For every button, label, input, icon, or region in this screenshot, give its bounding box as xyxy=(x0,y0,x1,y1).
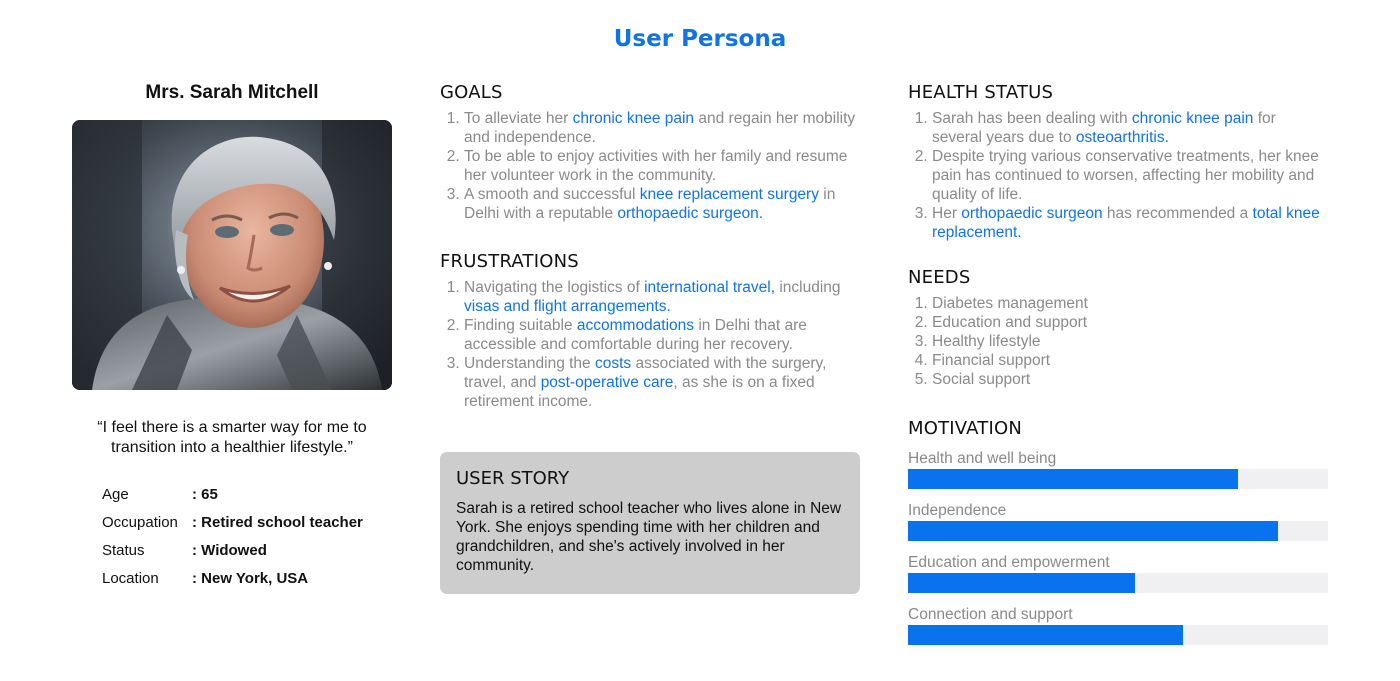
middle-column xyxy=(440,82,860,439)
motivation-label: Education and empowerment xyxy=(908,554,1110,571)
user-story-text: Sarah is a retired school teacher who lives alone in New York. She enjoys spending time with her children and grandchildren, and she's actively involved in her community. xyxy=(456,500,842,574)
persona-photo xyxy=(72,120,392,390)
goals-heading: GOALS xyxy=(440,82,503,103)
motivation-bar-fill xyxy=(908,469,1238,489)
motivation-bar-fill xyxy=(908,625,1183,645)
highlighted-term: knee replacement surgery xyxy=(639,186,819,203)
highlighted-term: osteoarthritis. xyxy=(1075,129,1169,146)
list-item xyxy=(932,147,1328,204)
list-text: To alleviate her xyxy=(464,110,573,127)
list-text: Sarah has been dealing with xyxy=(932,110,1132,127)
list-item xyxy=(464,316,860,354)
list-item xyxy=(464,278,860,316)
list-item xyxy=(464,185,860,223)
info-label: Occupation xyxy=(102,513,178,531)
highlighted-term: chronic knee pain xyxy=(1131,110,1254,127)
page-title: User Persona xyxy=(613,26,787,52)
list-text: Understanding the xyxy=(464,355,595,372)
info-value: : Widowed xyxy=(192,541,267,559)
user-story-card xyxy=(440,452,860,594)
list-text: including xyxy=(775,279,841,296)
motivation-item xyxy=(908,502,1328,550)
persona-profile xyxy=(72,80,392,592)
highlighted-term: visas and flight arrangements. xyxy=(464,298,671,315)
motivation-bar-track xyxy=(908,469,1328,489)
health-status-section xyxy=(908,82,1328,242)
list-text: for several years due to xyxy=(932,110,1276,146)
list-item: 3. Healthy lifestyle xyxy=(932,332,1328,351)
highlighted-term: international travel, xyxy=(644,279,776,296)
info-value: : Retired school teacher xyxy=(192,513,363,531)
needs-section xyxy=(908,267,1328,389)
needs-heading: NEEDS xyxy=(908,267,971,288)
list-text: has recommended a xyxy=(1102,205,1253,222)
list-text: in Delhi that are accessible and comfortable during her recovery. xyxy=(464,317,807,353)
motivation-item xyxy=(908,606,1328,654)
portrait-illustration xyxy=(72,120,392,390)
motivation-label: Health and well being xyxy=(908,450,1057,467)
user-story-heading: USER STORY xyxy=(456,468,570,489)
highlighted-term: accommodations xyxy=(576,317,695,334)
list-text: Finding suitable xyxy=(464,317,577,334)
info-label: Location xyxy=(102,569,159,587)
info-row-age xyxy=(102,480,392,508)
list-text: Navigating the logistics of xyxy=(464,279,645,296)
motivation-label: Independence xyxy=(908,502,1007,519)
health-status-heading: HEALTH STATUS xyxy=(908,82,1054,103)
list-text: To be able to enjoy activities with her family and resume her volunteer work in the community. xyxy=(464,148,848,184)
motivation-bar-track xyxy=(908,625,1328,645)
motivation-item xyxy=(908,450,1328,498)
list-text: in Delhi with a reputable xyxy=(464,186,836,222)
info-label: Age xyxy=(102,485,129,503)
list-text: Her xyxy=(932,205,962,222)
right-column xyxy=(908,82,1328,417)
frustrations-heading: FRUSTRATIONS xyxy=(440,251,579,272)
list-text: A smooth and successful xyxy=(464,186,640,203)
list-item xyxy=(464,354,860,411)
motivation-bar-track xyxy=(908,573,1328,593)
highlighted-term: chronic knee pain xyxy=(572,110,695,127)
motivation-section xyxy=(908,418,1328,654)
frustrations-list xyxy=(440,278,860,411)
persona-info-table xyxy=(72,480,392,592)
list-item: 5. Social support xyxy=(932,370,1328,389)
motivation-heading: MOTIVATION xyxy=(908,418,1023,439)
info-row-status xyxy=(102,536,392,564)
persona-quote: “I feel there is a smarter way for me to transition into a healthier lifestyle.” xyxy=(97,419,367,456)
needs-list xyxy=(908,294,1328,389)
highlighted-term: costs xyxy=(594,355,632,372)
motivation-bar-track xyxy=(908,521,1328,541)
list-text: Despite trying various conservative treatments, her knee pain has continued to worsen, affecting her mobility and quality of life. xyxy=(932,148,1319,203)
info-value: : New York, USA xyxy=(192,569,309,587)
health-status-list xyxy=(908,109,1328,242)
motivation-bar-fill xyxy=(908,573,1135,593)
highlighted-term: orthopaedic surgeon xyxy=(961,205,1103,222)
motivation-item xyxy=(908,554,1328,602)
persona-name: Mrs. Sarah Mitchell xyxy=(145,82,319,103)
highlighted-term: post-operative care xyxy=(540,374,674,391)
list-item xyxy=(464,109,860,147)
list-item xyxy=(932,204,1328,242)
list-item: 2. Education and support xyxy=(932,313,1328,332)
info-row-occupation xyxy=(102,508,392,536)
list-text: and regain her mobility and independence. xyxy=(464,110,856,146)
motivation-label: Connection and support xyxy=(908,606,1073,623)
goals-section xyxy=(440,82,860,223)
highlighted-term: orthopaedic surgeon. xyxy=(617,205,764,222)
highlighted-term: total knee replacement. xyxy=(932,205,1320,241)
frustrations-section xyxy=(440,251,860,411)
list-text: , as she is on a fixed retirement income. xyxy=(464,374,815,410)
info-label: Status xyxy=(102,541,145,559)
info-value: : 65 xyxy=(192,485,218,503)
list-item: 4. Financial support xyxy=(932,351,1328,370)
info-row-location xyxy=(102,564,392,592)
list-item xyxy=(932,109,1328,147)
goals-list xyxy=(440,109,860,223)
list-text: associated with the surgery, travel, and xyxy=(464,355,827,391)
list-item: 1. Diabetes management xyxy=(932,294,1328,313)
motivation-bar-fill xyxy=(908,521,1278,541)
list-item xyxy=(464,147,860,185)
